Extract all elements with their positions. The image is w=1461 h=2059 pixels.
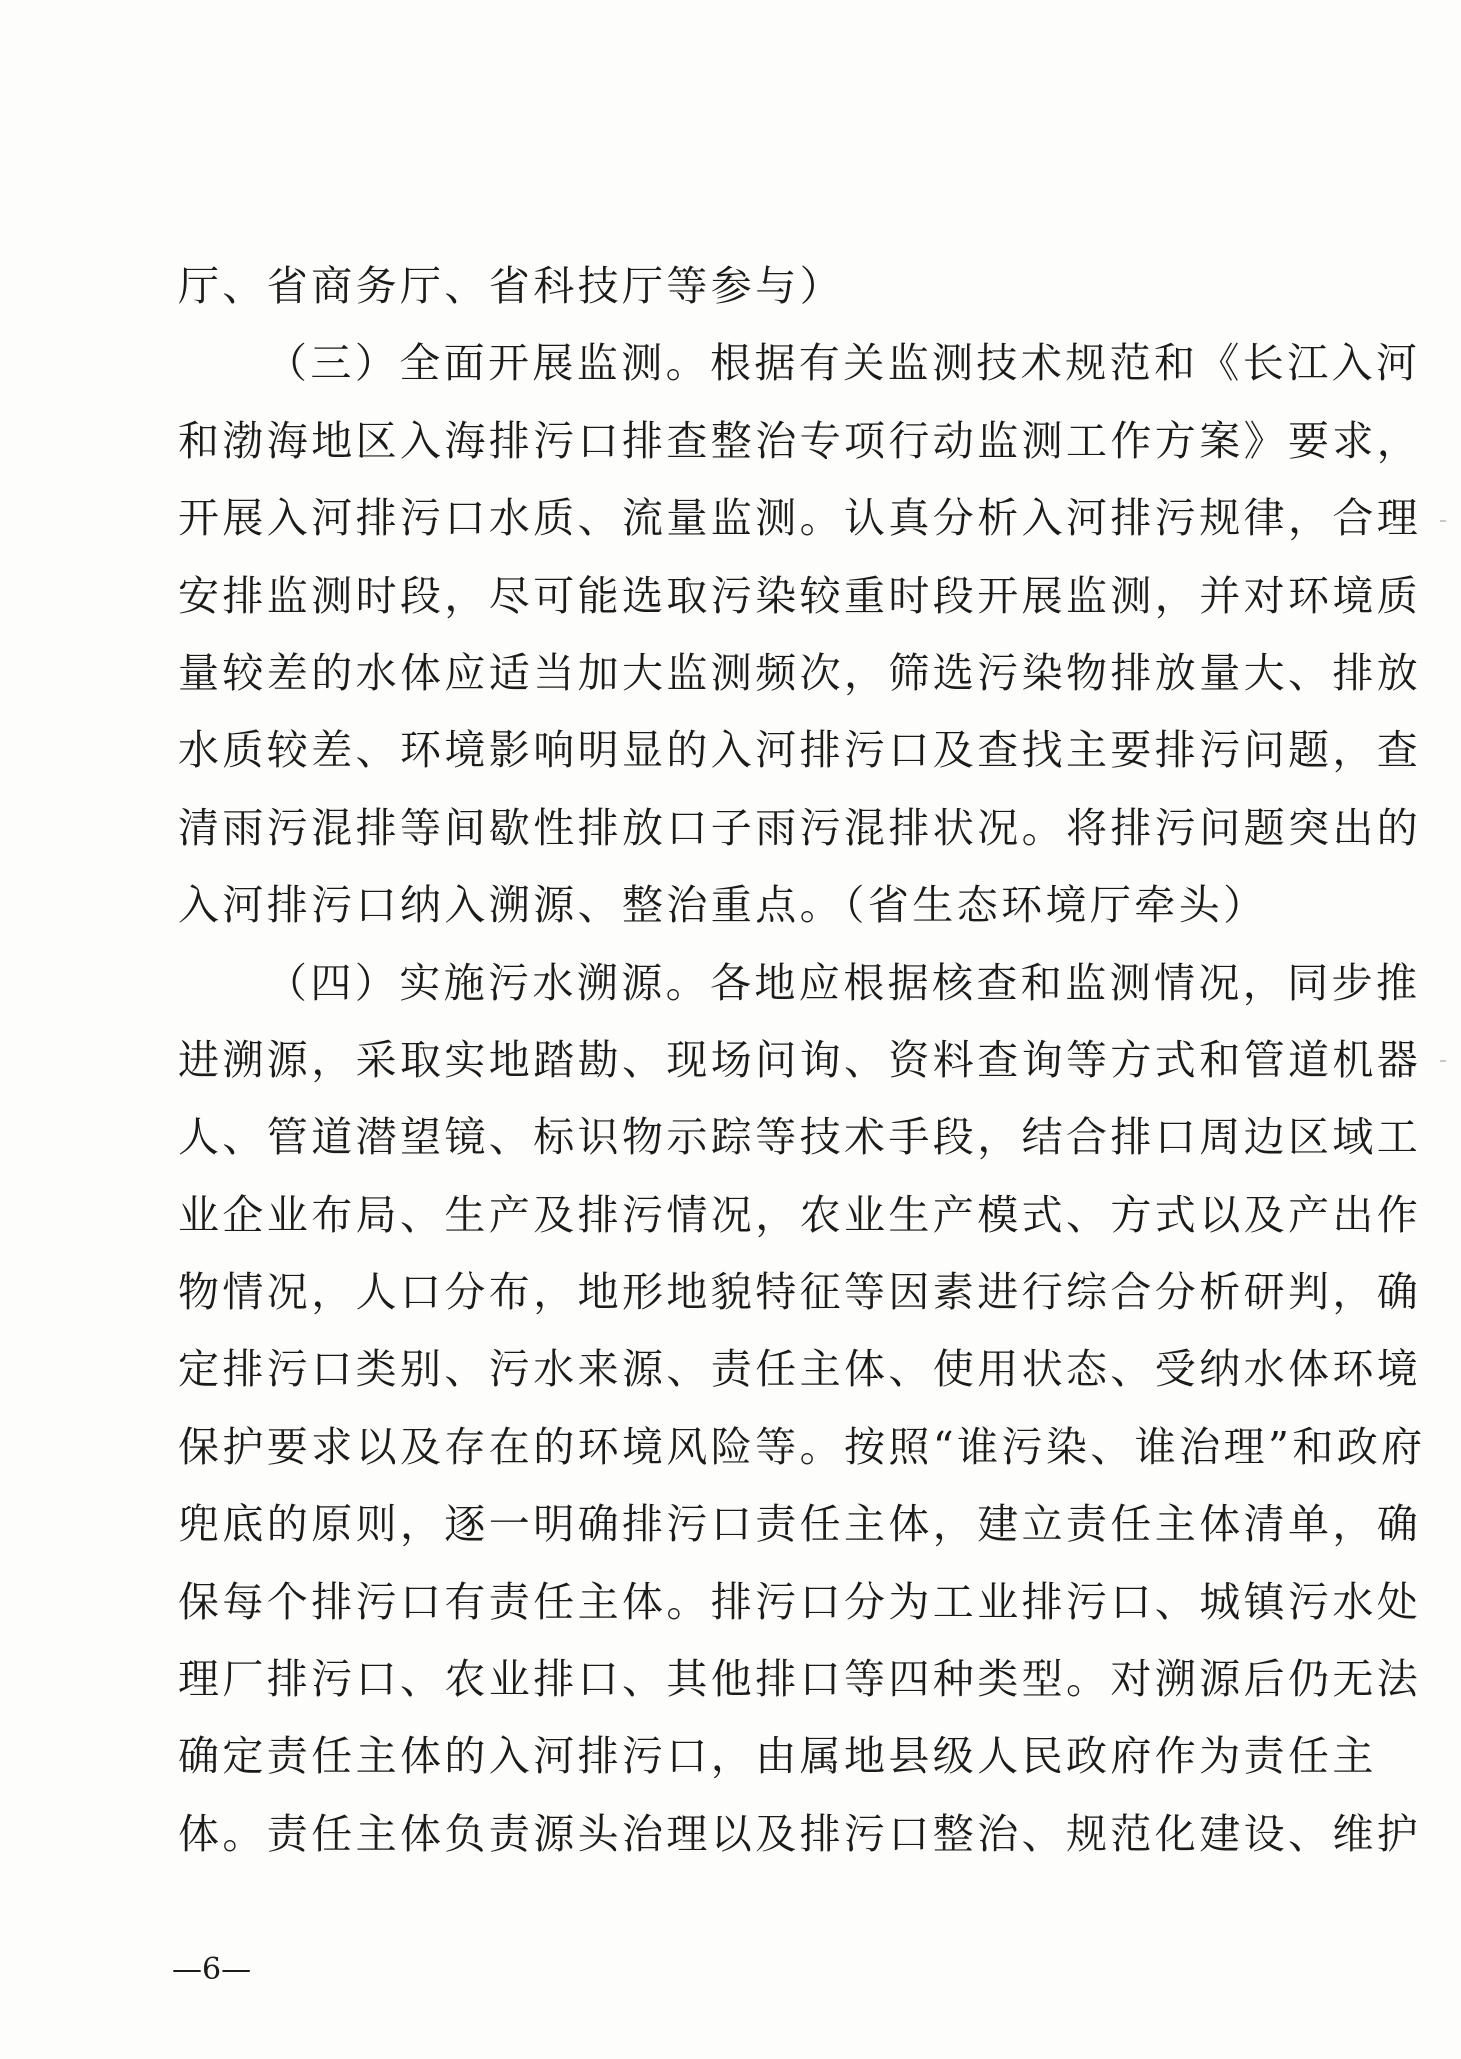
- text-line: 定排污口类别、污水来源、责任主体、使用状态、受纳水体环境: [178, 1345, 1422, 1394]
- body-text: [178, 248, 1426, 1873]
- text-line: 人、管道潜望镜、标识物示踪等技术手段，结合排口周边区域工: [178, 1113, 1422, 1162]
- text-line: （四）实施污水溯源。各地应根据核查和监测情况，同步推: [266, 958, 1421, 1007]
- text-line: 开展入河排污口水质、流量监测。认真分析入河排污规律，合理: [178, 494, 1422, 543]
- text-line: 业企业布局、生产及排污情况，农业生产模式、方式以及产出作: [178, 1190, 1422, 1239]
- text-line: 兜底的原则，逐一明确排污口责任主体，建立责任主体清单，确: [178, 1500, 1422, 1549]
- text-line: 厅、省商务厅、省科技厅等参与）: [178, 262, 844, 310]
- text-line: 保护要求以及存在的环境风险等。按照“谁污染、谁治理”和政府: [178, 1422, 1426, 1471]
- text-line: （三）全面开展监测。根据有关监测技术规范和《长江入河: [266, 339, 1421, 388]
- text-line: 和渤海地区入海排污口排查整治专项行动监测工作方案》要求，: [178, 416, 1422, 465]
- text-line: 量较差的水体应适当加大监测频次，筛选污染物排放量大、排放: [178, 648, 1422, 697]
- text-line: 水质较差、环境影响明显的入河排污口及查找主要排污问题，查: [178, 726, 1422, 775]
- text-line: 物情况，人口分布，地形地貌特征等因素进行综合分析研判，确: [178, 1268, 1422, 1317]
- text-line: 保每个排污口有责任主体。排污口分为工业排污口、城镇污水处: [178, 1577, 1422, 1626]
- scan-mark: [1440, 1060, 1446, 1062]
- text-line: 进溯源，采取实地踏勘、现场问询、资料查询等方式和管道机器: [178, 1035, 1422, 1084]
- text-line: 入河排污口纳入溯源、整治重点。（省生态环境厅牵头）: [178, 881, 1268, 930]
- scan-mark: [1440, 520, 1446, 522]
- text-line: 安排监测时段，尽可能选取污染较重时段开展监测，并对环境质: [178, 571, 1422, 620]
- text-line: 确定责任主体的入河排污口，由属地县级人民政府作为责任主: [178, 1732, 1377, 1781]
- text-line: 理厂排污口、农业排口、其他排口等四种类型。对溯源后仍无法: [178, 1655, 1422, 1704]
- page-number: —6—: [172, 1952, 252, 1987]
- text-line: 体。责任主体负责源头治理以及排污口整治、规范化建设、维护: [178, 1809, 1422, 1858]
- text-line: 清雨污混排等间歇性排放口子雨污混排状况。将排污问题突出的: [178, 803, 1422, 852]
